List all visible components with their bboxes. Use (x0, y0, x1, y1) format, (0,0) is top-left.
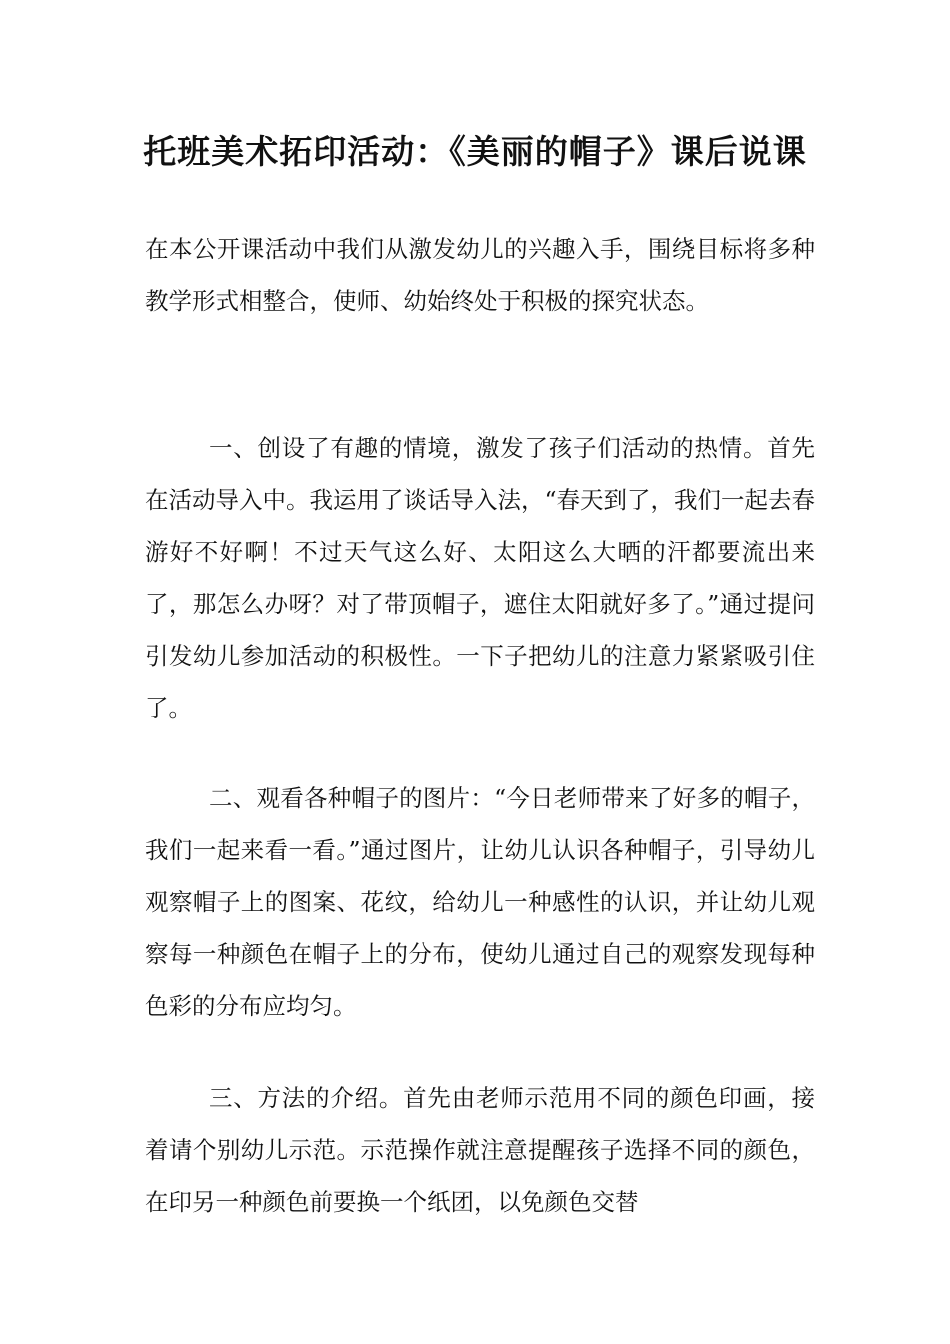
section-one-paragraph: 一、创设了有趣的情境，激发了孩子们活动的热情。首先在活动导入中。我运用了谈话导入法，“春天到了，我们一起去春游好不好啊！不过天气这么好、太阳这么大晒的汗都要流出来了，那怎么办呀？对了带顶帽子，遮住太阳就好多了。”通过提问引发幼儿参加活动的积极性。一下子把幼儿的注意力紧紧吸引住了。 (145, 434, 816, 722)
document-title: 托班美术拓印活动：《美丽的帽子》课后说课 (143, 132, 807, 171)
section-three-paragraph: 三、方法的介绍。首先由老师示范用不同的颜色印画，接着请个别幼儿示范。示范操作就注意提醒孩子选择不同的颜色，在印另一种颜色前要换一个纸团，以免颜色交替 (145, 1084, 815, 1216)
intro-paragraph: 在本公开课活动中我们从激发幼儿的兴趣入手，围绕目标将多种教学形式相整合，使师、幼始终处于积极的探究状态。 (145, 235, 815, 315)
section-two-paragraph: 二、观看各种帽子的图片：“今日老师带来了好多的帽子，我们一起来看一看。”通过图片，让幼儿认识各种帽子，引导幼儿观察帽子上的图案、花纹，给幼儿一种感性的认识，并让幼儿观察每一种颜色在帽子上的分布，使幼儿通过自己的观察发现每种色彩的分布应均匀。 (145, 784, 815, 1020)
